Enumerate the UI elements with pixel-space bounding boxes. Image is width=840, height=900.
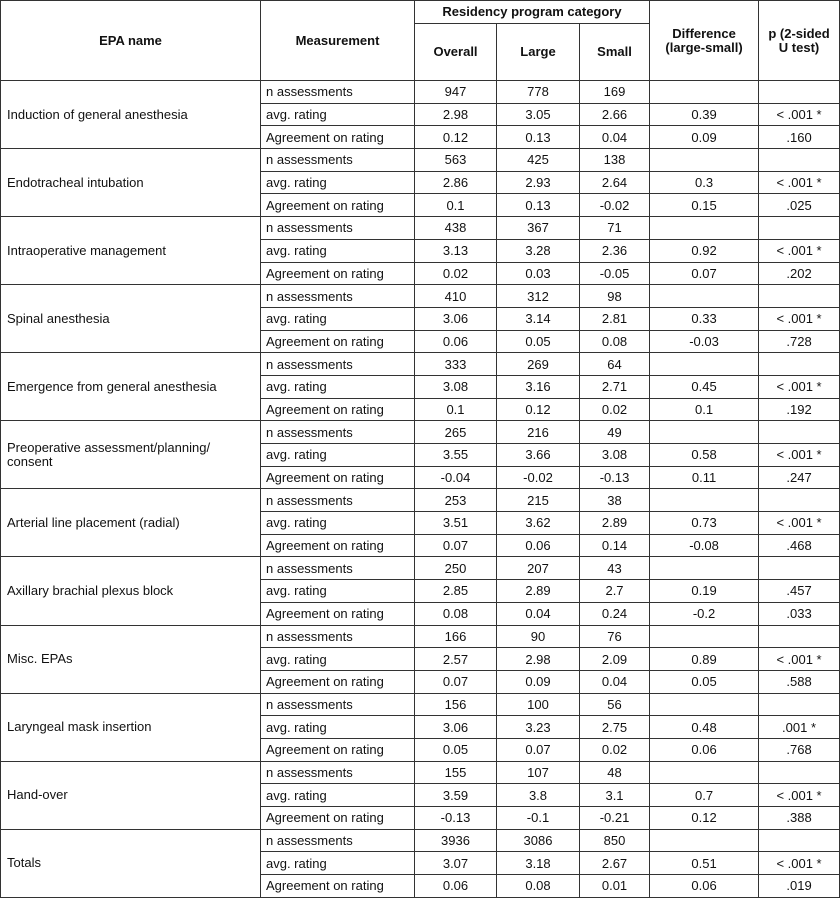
difference-cell: 0.92 bbox=[650, 239, 759, 262]
measurement-cell: n assessments bbox=[261, 693, 415, 716]
difference-cell: 0.12 bbox=[650, 807, 759, 830]
p-value-cell: < .001 * bbox=[759, 512, 840, 535]
small-cell: 2.81 bbox=[580, 307, 650, 330]
difference-cell: 0.45 bbox=[650, 375, 759, 398]
overall-cell: -0.13 bbox=[415, 807, 497, 830]
measurement-cell: n assessments bbox=[261, 149, 415, 172]
small-cell: 0.02 bbox=[580, 398, 650, 421]
epa-name-cell: Emergence from general anesthesia bbox=[1, 353, 261, 421]
small-cell: 169 bbox=[580, 81, 650, 104]
epa-name-cell: Intraoperative management bbox=[1, 217, 261, 285]
overall-cell: 3.06 bbox=[415, 716, 497, 739]
large-cell: 2.89 bbox=[497, 580, 580, 603]
small-cell: 64 bbox=[580, 353, 650, 376]
large-cell: 2.93 bbox=[497, 171, 580, 194]
small-cell: 0.04 bbox=[580, 126, 650, 149]
difference-cell: 0.19 bbox=[650, 580, 759, 603]
large-cell: 0.08 bbox=[497, 875, 580, 898]
difference-cell: 0.06 bbox=[650, 875, 759, 898]
small-cell: 3.08 bbox=[580, 444, 650, 467]
p-value-cell: < .001 * bbox=[759, 103, 840, 126]
large-cell: 425 bbox=[497, 149, 580, 172]
large-cell: 0.13 bbox=[497, 126, 580, 149]
p-value-cell: .019 bbox=[759, 875, 840, 898]
difference-cell bbox=[650, 285, 759, 308]
overall-cell: 2.98 bbox=[415, 103, 497, 126]
large-cell: 0.12 bbox=[497, 398, 580, 421]
large-cell: 215 bbox=[497, 489, 580, 512]
measurement-cell: n assessments bbox=[261, 81, 415, 104]
difference-cell: 0.48 bbox=[650, 716, 759, 739]
p-value-cell: .247 bbox=[759, 466, 840, 489]
small-cell: 2.89 bbox=[580, 512, 650, 535]
overall-cell: 3.55 bbox=[415, 444, 497, 467]
epa-name-cell: Spinal anesthesia bbox=[1, 285, 261, 353]
overall-cell: 0.1 bbox=[415, 398, 497, 421]
measurement-cell: avg. rating bbox=[261, 648, 415, 671]
measurement-cell: avg. rating bbox=[261, 716, 415, 739]
overall-cell: 156 bbox=[415, 693, 497, 716]
difference-cell: -0.03 bbox=[650, 330, 759, 353]
small-cell: 2.66 bbox=[580, 103, 650, 126]
overall-cell: 0.06 bbox=[415, 330, 497, 353]
measurement-cell: avg. rating bbox=[261, 307, 415, 330]
p-value-cell bbox=[759, 761, 840, 784]
large-cell: 3.14 bbox=[497, 307, 580, 330]
small-cell: 0.02 bbox=[580, 738, 650, 761]
measurement-cell: avg. rating bbox=[261, 171, 415, 194]
difference-cell: 0.58 bbox=[650, 444, 759, 467]
large-cell: 2.98 bbox=[497, 648, 580, 671]
p-value-cell: < .001 * bbox=[759, 307, 840, 330]
large-cell: -0.1 bbox=[497, 807, 580, 830]
table-row bbox=[1, 489, 840, 512]
measurement-cell: Agreement on rating bbox=[261, 602, 415, 625]
measurement-cell: Agreement on rating bbox=[261, 534, 415, 557]
measurement-cell: avg. rating bbox=[261, 852, 415, 875]
difference-cell: 0.11 bbox=[650, 466, 759, 489]
overall-cell: 947 bbox=[415, 81, 497, 104]
epa-name-cell: Preoperative assessment/planning/ consent bbox=[1, 421, 261, 489]
p-value-cell: < .001 * bbox=[759, 239, 840, 262]
overall-cell: 563 bbox=[415, 149, 497, 172]
table-row bbox=[1, 557, 840, 580]
measurement-cell: avg. rating bbox=[261, 103, 415, 126]
p-value-cell: .202 bbox=[759, 262, 840, 285]
large-cell: 0.07 bbox=[497, 738, 580, 761]
large-cell: 3086 bbox=[497, 829, 580, 852]
difference-cell: 0.89 bbox=[650, 648, 759, 671]
p-value-cell bbox=[759, 81, 840, 104]
overall-cell: 3.13 bbox=[415, 239, 497, 262]
measurement-cell: Agreement on rating bbox=[261, 807, 415, 830]
measurement-cell: Agreement on rating bbox=[261, 875, 415, 898]
large-cell: 207 bbox=[497, 557, 580, 580]
p-value-cell bbox=[759, 625, 840, 648]
overall-cell: 166 bbox=[415, 625, 497, 648]
large-cell: 367 bbox=[497, 217, 580, 240]
measurement-cell: avg. rating bbox=[261, 784, 415, 807]
measurement-cell: avg. rating bbox=[261, 239, 415, 262]
table-body bbox=[1, 81, 840, 898]
header-large: Large bbox=[497, 24, 580, 81]
overall-cell: 0.07 bbox=[415, 534, 497, 557]
overall-cell: 0.08 bbox=[415, 602, 497, 625]
table-row bbox=[1, 829, 840, 852]
p-value-cell: < .001 * bbox=[759, 852, 840, 875]
overall-cell: 0.07 bbox=[415, 670, 497, 693]
p-value-cell: .001 * bbox=[759, 716, 840, 739]
header-difference: Difference (large-small) bbox=[650, 1, 759, 81]
small-cell: -0.02 bbox=[580, 194, 650, 217]
small-cell: -0.05 bbox=[580, 262, 650, 285]
difference-cell: 0.06 bbox=[650, 738, 759, 761]
large-cell: 269 bbox=[497, 353, 580, 376]
small-cell: 56 bbox=[580, 693, 650, 716]
difference-cell bbox=[650, 489, 759, 512]
difference-cell bbox=[650, 829, 759, 852]
p-value-cell bbox=[759, 421, 840, 444]
large-cell: -0.02 bbox=[497, 466, 580, 489]
p-value-cell: .468 bbox=[759, 534, 840, 557]
large-cell: 3.28 bbox=[497, 239, 580, 262]
table-row bbox=[1, 353, 840, 376]
small-cell: 2.36 bbox=[580, 239, 650, 262]
difference-cell: 0.51 bbox=[650, 852, 759, 875]
overall-cell: 0.02 bbox=[415, 262, 497, 285]
overall-cell: 2.85 bbox=[415, 580, 497, 603]
small-cell: 2.67 bbox=[580, 852, 650, 875]
p-value-cell: < .001 * bbox=[759, 444, 840, 467]
small-cell: 2.7 bbox=[580, 580, 650, 603]
difference-cell: 0.15 bbox=[650, 194, 759, 217]
small-cell: 38 bbox=[580, 489, 650, 512]
table-row bbox=[1, 693, 840, 716]
difference-cell bbox=[650, 557, 759, 580]
p-value-cell: .588 bbox=[759, 670, 840, 693]
difference-cell bbox=[650, 761, 759, 784]
small-cell: 43 bbox=[580, 557, 650, 580]
large-cell: 3.8 bbox=[497, 784, 580, 807]
large-cell: 3.05 bbox=[497, 103, 580, 126]
difference-cell: 0.39 bbox=[650, 103, 759, 126]
epa-name-cell: Hand-over bbox=[1, 761, 261, 829]
p-value-cell bbox=[759, 217, 840, 240]
measurement-cell: Agreement on rating bbox=[261, 738, 415, 761]
p-value-cell bbox=[759, 829, 840, 852]
measurement-cell: n assessments bbox=[261, 761, 415, 784]
difference-cell: 0.33 bbox=[650, 307, 759, 330]
small-cell: 76 bbox=[580, 625, 650, 648]
small-cell: 0.08 bbox=[580, 330, 650, 353]
overall-cell: -0.04 bbox=[415, 466, 497, 489]
overall-cell: 410 bbox=[415, 285, 497, 308]
p-value-cell bbox=[759, 489, 840, 512]
header-p-value: p (2-sided U test) bbox=[759, 1, 840, 81]
measurement-cell: n assessments bbox=[261, 285, 415, 308]
p-value-cell bbox=[759, 285, 840, 308]
difference-cell bbox=[650, 353, 759, 376]
difference-cell bbox=[650, 421, 759, 444]
epa-name-cell: Arterial line placement (radial) bbox=[1, 489, 261, 557]
difference-cell: 0.1 bbox=[650, 398, 759, 421]
epa-name-cell: Endotracheal intubation bbox=[1, 149, 261, 217]
small-cell: 2.75 bbox=[580, 716, 650, 739]
table-row bbox=[1, 625, 840, 648]
large-cell: 778 bbox=[497, 81, 580, 104]
measurement-cell: Agreement on rating bbox=[261, 126, 415, 149]
overall-cell: 0.06 bbox=[415, 875, 497, 898]
table-row bbox=[1, 149, 840, 172]
measurement-cell: n assessments bbox=[261, 489, 415, 512]
difference-cell bbox=[650, 625, 759, 648]
overall-cell: 3.51 bbox=[415, 512, 497, 535]
epa-name-cell: Misc. EPAs bbox=[1, 625, 261, 693]
small-cell: 2.71 bbox=[580, 375, 650, 398]
overall-cell: 0.12 bbox=[415, 126, 497, 149]
difference-cell: -0.2 bbox=[650, 602, 759, 625]
p-value-cell: < .001 * bbox=[759, 171, 840, 194]
difference-cell bbox=[650, 81, 759, 104]
small-cell: -0.13 bbox=[580, 466, 650, 489]
measurement-cell: n assessments bbox=[261, 353, 415, 376]
header-overall: Overall bbox=[415, 24, 497, 81]
overall-cell: 3.06 bbox=[415, 307, 497, 330]
table-row bbox=[1, 285, 840, 308]
p-value-cell: .457 bbox=[759, 580, 840, 603]
overall-cell: 3936 bbox=[415, 829, 497, 852]
difference-cell bbox=[650, 693, 759, 716]
difference-cell: 0.05 bbox=[650, 670, 759, 693]
overall-cell: 250 bbox=[415, 557, 497, 580]
small-cell: 0.04 bbox=[580, 670, 650, 693]
p-value-cell bbox=[759, 149, 840, 172]
large-cell: 3.18 bbox=[497, 852, 580, 875]
difference-cell: 0.73 bbox=[650, 512, 759, 535]
small-cell: 0.24 bbox=[580, 602, 650, 625]
large-cell: 0.13 bbox=[497, 194, 580, 217]
p-value-cell: .025 bbox=[759, 194, 840, 217]
measurement-cell: Agreement on rating bbox=[261, 398, 415, 421]
measurement-cell: Agreement on rating bbox=[261, 194, 415, 217]
difference-cell: 0.7 bbox=[650, 784, 759, 807]
p-value-cell: .388 bbox=[759, 807, 840, 830]
large-cell: 0.04 bbox=[497, 602, 580, 625]
measurement-cell: avg. rating bbox=[261, 580, 415, 603]
measurement-cell: Agreement on rating bbox=[261, 330, 415, 353]
overall-cell: 3.07 bbox=[415, 852, 497, 875]
difference-cell: 0.3 bbox=[650, 171, 759, 194]
p-value-cell: .728 bbox=[759, 330, 840, 353]
large-cell: 0.03 bbox=[497, 262, 580, 285]
large-cell: 0.09 bbox=[497, 670, 580, 693]
p-value-cell bbox=[759, 557, 840, 580]
measurement-cell: n assessments bbox=[261, 557, 415, 580]
small-cell: 49 bbox=[580, 421, 650, 444]
small-cell: 138 bbox=[580, 149, 650, 172]
overall-cell: 0.05 bbox=[415, 738, 497, 761]
epa-name-cell: Induction of general anesthesia bbox=[1, 81, 261, 149]
measurement-cell: avg. rating bbox=[261, 375, 415, 398]
overall-cell: 3.59 bbox=[415, 784, 497, 807]
measurement-cell: Agreement on rating bbox=[261, 466, 415, 489]
large-cell: 0.05 bbox=[497, 330, 580, 353]
small-cell: 0.01 bbox=[580, 875, 650, 898]
measurement-cell: Agreement on rating bbox=[261, 262, 415, 285]
p-value-cell: < .001 * bbox=[759, 784, 840, 807]
measurement-cell: avg. rating bbox=[261, 512, 415, 535]
large-cell: 3.66 bbox=[497, 444, 580, 467]
large-cell: 3.16 bbox=[497, 375, 580, 398]
p-value-cell: .192 bbox=[759, 398, 840, 421]
large-cell: 216 bbox=[497, 421, 580, 444]
epa-name-cell: Laryngeal mask insertion bbox=[1, 693, 261, 761]
epa-name-cell: Totals bbox=[1, 829, 261, 897]
difference-cell bbox=[650, 217, 759, 240]
epa-name-cell: Axillary brachial plexus block bbox=[1, 557, 261, 625]
large-cell: 107 bbox=[497, 761, 580, 784]
difference-cell bbox=[650, 149, 759, 172]
small-cell: 2.09 bbox=[580, 648, 650, 671]
difference-cell: 0.07 bbox=[650, 262, 759, 285]
p-value-cell: .160 bbox=[759, 126, 840, 149]
p-value-cell: .768 bbox=[759, 738, 840, 761]
difference-cell: 0.09 bbox=[650, 126, 759, 149]
small-cell: 71 bbox=[580, 217, 650, 240]
p-value-cell: < .001 * bbox=[759, 375, 840, 398]
overall-cell: 2.57 bbox=[415, 648, 497, 671]
measurement-cell: n assessments bbox=[261, 217, 415, 240]
table-row bbox=[1, 421, 840, 444]
small-cell: -0.21 bbox=[580, 807, 650, 830]
overall-cell: 253 bbox=[415, 489, 497, 512]
large-cell: 100 bbox=[497, 693, 580, 716]
table-row bbox=[1, 217, 840, 240]
measurement-cell: Agreement on rating bbox=[261, 670, 415, 693]
small-cell: 0.14 bbox=[580, 534, 650, 557]
table-row bbox=[1, 81, 840, 104]
overall-cell: 333 bbox=[415, 353, 497, 376]
measurement-cell: n assessments bbox=[261, 829, 415, 852]
large-cell: 312 bbox=[497, 285, 580, 308]
header-small: Small bbox=[580, 24, 650, 81]
small-cell: 3.1 bbox=[580, 784, 650, 807]
header-residency-category: Residency program category bbox=[415, 1, 650, 24]
small-cell: 98 bbox=[580, 285, 650, 308]
header-measurement: Measurement bbox=[261, 1, 415, 81]
small-cell: 850 bbox=[580, 829, 650, 852]
large-cell: 0.06 bbox=[497, 534, 580, 557]
measurement-cell: avg. rating bbox=[261, 444, 415, 467]
measurement-cell: n assessments bbox=[261, 625, 415, 648]
p-value-cell bbox=[759, 353, 840, 376]
overall-cell: 155 bbox=[415, 761, 497, 784]
p-value-cell: < .001 * bbox=[759, 648, 840, 671]
small-cell: 2.64 bbox=[580, 171, 650, 194]
large-cell: 3.23 bbox=[497, 716, 580, 739]
header-epa-name: EPA name bbox=[1, 1, 261, 81]
overall-cell: 0.1 bbox=[415, 194, 497, 217]
table-row bbox=[1, 761, 840, 784]
overall-cell: 2.86 bbox=[415, 171, 497, 194]
large-cell: 90 bbox=[497, 625, 580, 648]
large-cell: 3.62 bbox=[497, 512, 580, 535]
p-value-cell: .033 bbox=[759, 602, 840, 625]
overall-cell: 265 bbox=[415, 421, 497, 444]
small-cell: 48 bbox=[580, 761, 650, 784]
difference-cell: -0.08 bbox=[650, 534, 759, 557]
overall-cell: 438 bbox=[415, 217, 497, 240]
overall-cell: 3.08 bbox=[415, 375, 497, 398]
measurement-cell: n assessments bbox=[261, 421, 415, 444]
p-value-cell bbox=[759, 693, 840, 716]
